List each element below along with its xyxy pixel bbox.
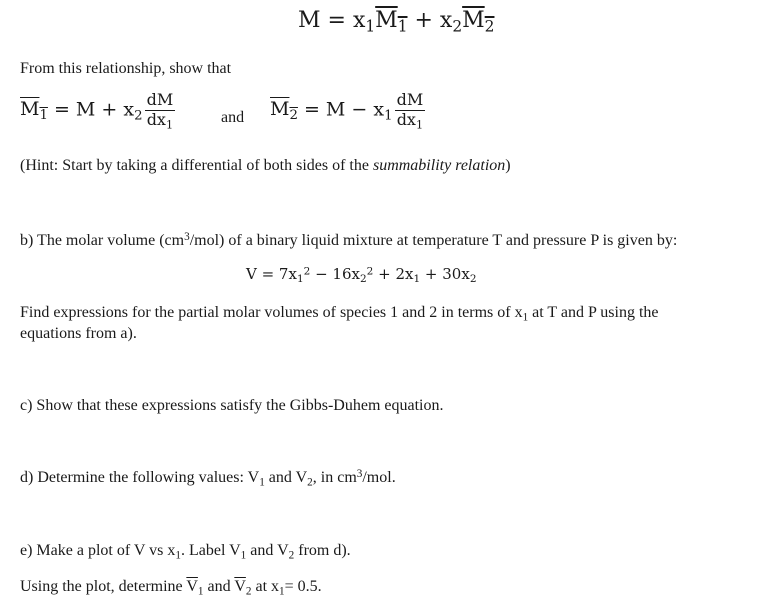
pe1-rhs: = M + x (47, 98, 135, 121)
frac2-den-sub: 1 (415, 118, 424, 132)
part-e-x-sub: 1 (175, 549, 181, 562)
frac2-num: dM (396, 90, 424, 109)
mbar2 (270, 98, 298, 124)
eq-x1-sub: 1 (365, 17, 376, 36)
find-b: at T and P using the (528, 304, 659, 321)
part-e-d: from d). (294, 542, 351, 559)
ve-c: + 2x (373, 265, 414, 283)
part-d-text (20, 469, 396, 487)
part-e-line2-a: Using the plot, determine (20, 578, 187, 595)
hint-suffix: ) (505, 157, 511, 174)
hint-prefix: (Hint: Start by taking a differential of both sides of the (20, 157, 373, 174)
ve-b: − 16x (310, 265, 360, 283)
ve-d: + 30x (420, 265, 470, 283)
summability-equation (298, 8, 495, 36)
eq-x2: x (439, 8, 453, 33)
partial-equation-2 (270, 90, 427, 132)
part-d-v1-sub: 1 (259, 476, 265, 489)
pe2-rhs-sub: 1 (384, 108, 393, 124)
hint-text (20, 157, 511, 175)
intro-text: From this relationship, show that (20, 60, 232, 77)
mbar1 (20, 98, 48, 124)
eq-m1-sub: 1 (397, 17, 408, 36)
part-d-sup: 3 (356, 467, 363, 480)
mbar1-sub: 1 (39, 108, 48, 124)
part-e-line1 (20, 542, 351, 560)
part-d-a: d) Determine the following values: V (20, 469, 260, 486)
part-e-b: . Label V (180, 542, 241, 559)
part-e-line2-b: and (203, 578, 235, 595)
part-e-line2 (20, 578, 322, 596)
frac1-den-sub: 1 (165, 118, 174, 132)
ve-c-sub: 1 (413, 273, 421, 286)
frac1-den (145, 109, 176, 132)
eq-equals: = (320, 8, 353, 33)
vbar2 (234, 578, 246, 595)
part-e-c: and V (246, 542, 289, 559)
volume-equation (246, 265, 477, 286)
frac1-num: dM (146, 90, 174, 109)
derivative-fraction-2 (395, 90, 426, 132)
vbar1-sub: 1 (197, 585, 204, 598)
part-e-v2-sub: 2 (288, 549, 295, 562)
eq-m1: M (375, 8, 398, 33)
ve-b-sub: 2 (359, 273, 367, 286)
part-b-line1 (20, 232, 677, 250)
hint-italic: summability relation (372, 157, 506, 174)
eq-lhs: M (298, 8, 321, 33)
eq-x1: x (352, 8, 366, 33)
part-b-find-line2: equations from a). (20, 325, 137, 342)
frac2-den (395, 109, 426, 132)
and-word: and (221, 109, 245, 126)
derivative-fraction-1 (145, 90, 176, 132)
part-d-b: and V (264, 469, 308, 486)
vbar2-sub: 2 (245, 585, 252, 598)
part-b-sup: 3 (184, 230, 190, 243)
ve-a-sup: 2 (303, 265, 311, 278)
frac1-den-text: dx (146, 109, 166, 129)
eq-m2: M (462, 8, 485, 33)
part-b-line1-a: b) The molar volume (cm (20, 232, 185, 249)
part-c-text: c) Show that these expressions satisfy the Gibbs-Duhem equation. (20, 397, 444, 414)
frac2-den-text: dx (396, 109, 416, 129)
vbar2-v: $\overline{V}$ (234, 578, 246, 595)
part-e-line2-d: = 0.5. (284, 578, 322, 595)
part-d-c: , in cm (312, 469, 357, 486)
mbar1-m: M (20, 98, 40, 121)
ve-b-sup: 2 (366, 265, 374, 278)
part-e-a: e) Make a plot of V vs x (20, 542, 176, 559)
eq-m2-sub: 2 (484, 17, 495, 36)
partial-equation-1 (20, 90, 177, 132)
part-e-x1-sub: 1 (279, 585, 285, 598)
part-e-v1-sub: 1 (240, 549, 247, 562)
mbar2-sub: 2 (289, 108, 298, 124)
part-d-v2-sub: 2 (307, 476, 313, 489)
vbar1-v: $\overline{V}$ (186, 578, 198, 595)
part-d-d: /mol. (362, 469, 396, 486)
mbar2-m: M (270, 98, 290, 121)
ve-d-sub: 2 (469, 273, 477, 286)
part-e-line2-c: at x (251, 578, 280, 595)
find-sub: 1 (522, 311, 529, 324)
eq-m2bar (462, 8, 495, 36)
part-b-line1-b: /mol) of a binary liquid mixture at temperature T and pressure P is given by: (189, 232, 678, 249)
vbar1 (186, 578, 198, 595)
pe2-rhs: = M − x (297, 98, 385, 121)
part-b-find-line1 (20, 304, 659, 322)
find-a: Find expressions for the partial molar volumes of species 1 and 2 in terms of x (20, 304, 523, 321)
eq-plus: + (407, 8, 440, 33)
ve-a-sub: 1 (296, 273, 304, 286)
eq-x2-sub: 2 (452, 17, 463, 36)
ve-a: V = 7x (246, 265, 297, 283)
pe1-rhs-sub: 2 (134, 108, 143, 124)
eq-m1bar (375, 8, 408, 36)
